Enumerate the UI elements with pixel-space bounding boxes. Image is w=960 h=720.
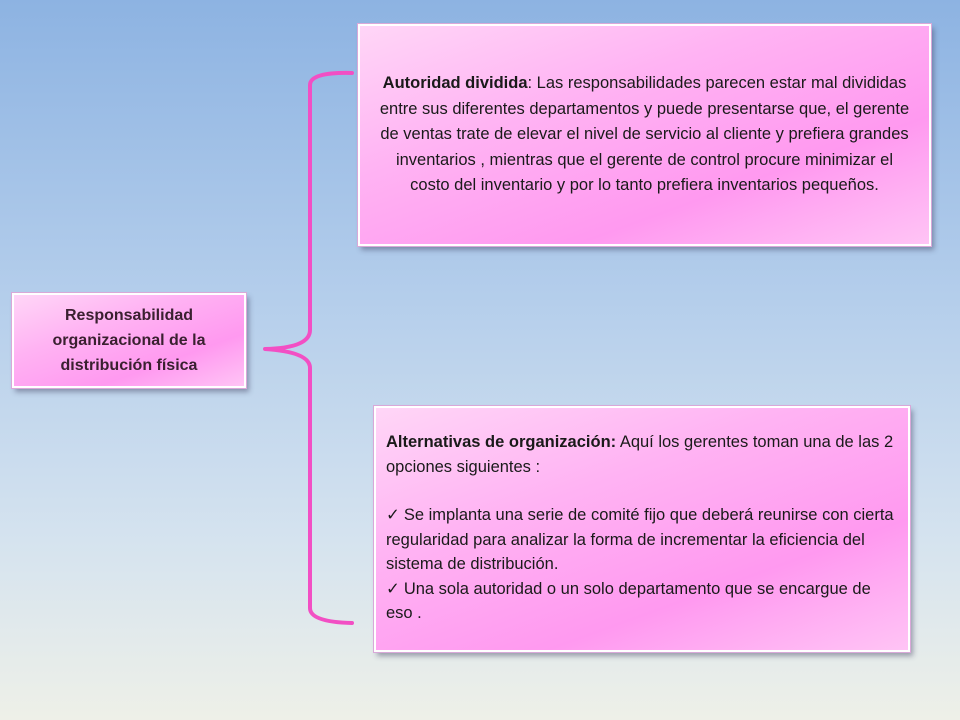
spacer: [386, 479, 898, 503]
checkmark-icon: ✓: [386, 579, 400, 598]
list-item: [386, 503, 898, 577]
alternatives-intro-text: Aquí los gerentes toman una de las 2 opciones siguientes :: [386, 433, 894, 476]
list-item: [386, 577, 898, 626]
divided-authority-text: : Las responsabilidades parecen estar mal divididas entre sus diferentes departamentos y puede presentarse que, el gerente de ventas trate de elevar el nivel de servicio al cliente y prefiera grandes inventarios , mientras que el gerente de control procure minimizar el costo del inventario y por lo tanto prefiera inventarios pequeños.: [379, 74, 910, 195]
main-topic-box: [12, 293, 246, 388]
organization-alternatives-box: [374, 406, 910, 652]
list-item-text: Se implanta una serie de comité fijo que deberá reunirse con cierta regularidad para analizar la forma de incrementar la eficiencia del sistema de distribución.: [386, 506, 894, 573]
divided-authority-paragraph: [374, 71, 915, 199]
divided-authority-box: [358, 24, 931, 246]
divided-authority-heading: Autoridad dividida: [382, 74, 528, 93]
main-topic-title: Responsabilidad organizacional de la distribución física: [52, 307, 206, 374]
bracket-line: [265, 73, 352, 623]
alternatives-intro: [386, 430, 898, 479]
alternatives-heading: Alternativas de organización:: [386, 433, 617, 451]
list-item-text: Una sola autoridad o un solo departamento que se encargue de eso .: [386, 579, 871, 622]
checkmark-icon: ✓: [386, 506, 400, 524]
